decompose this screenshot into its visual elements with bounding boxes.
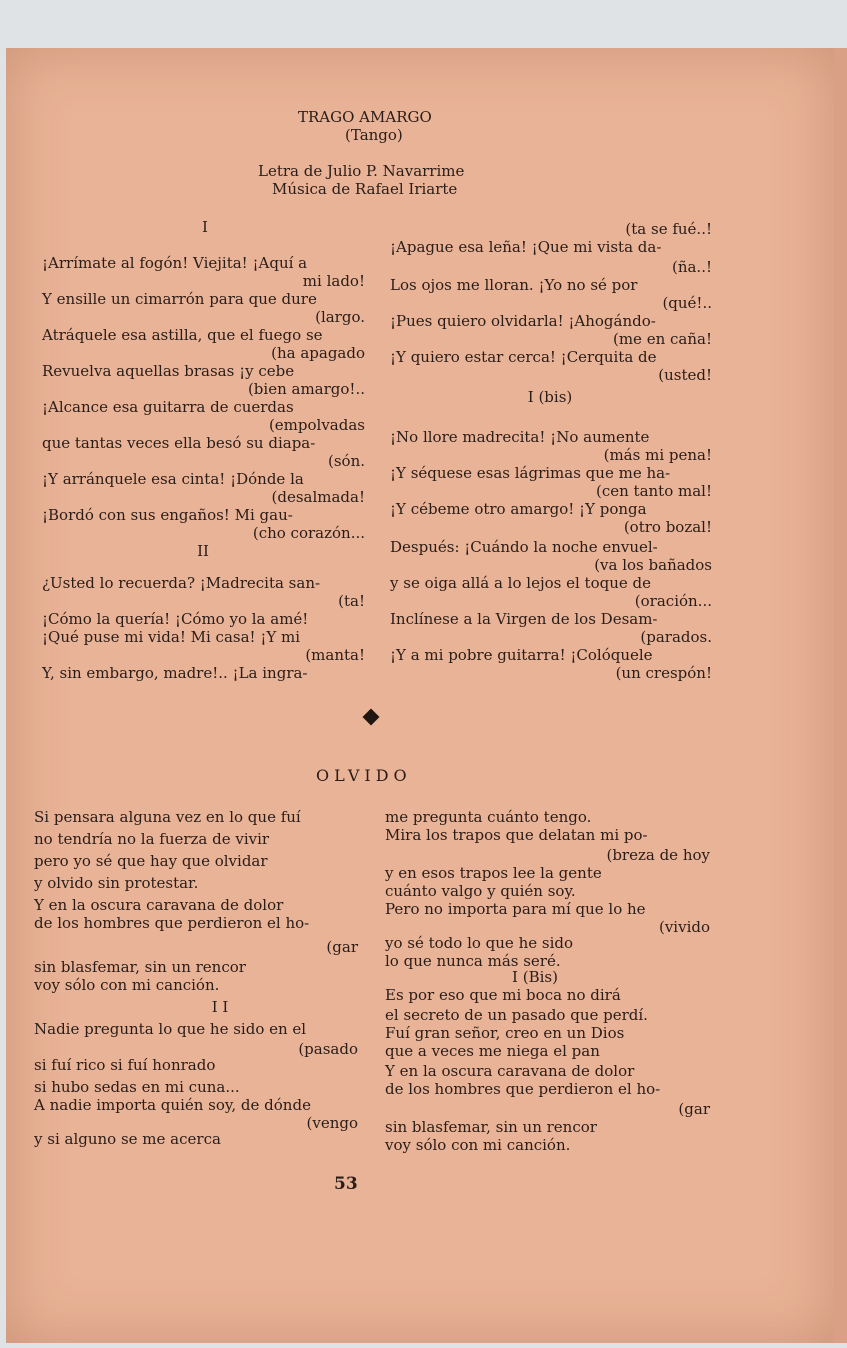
lyric-line: (desalmada! [271, 488, 365, 506]
lyric-line: (empolvadas [268, 416, 365, 434]
lyric-line: si fuí rico si fuí honrado [34, 1056, 216, 1074]
lyric-line: Y en la oscura caravana de dolor [34, 896, 284, 914]
lyric-line: (va los bañados [594, 556, 712, 574]
lyric-line: ¡No llore madrecita! ¡No aumente [390, 428, 650, 446]
lyric-line: (vengo [306, 1114, 358, 1132]
lyric-line: ¡Y a mi pobre guitarra! ¡Colóquele [390, 646, 653, 664]
lyric-line: (oración... [634, 592, 712, 610]
page-number: 53 [334, 1174, 358, 1194]
lyric-line: (són. [327, 452, 365, 470]
verse-heading: I (Bis) [512, 968, 558, 986]
lyric-line: pero yo sé que hay que olvidar [34, 852, 268, 870]
lyric-line: (me en caña! [612, 330, 712, 348]
lyric-line: Y en la oscura caravana de dolor [385, 1062, 635, 1080]
lyric-line: voy sólo con mi canción. [34, 976, 220, 994]
lyric-line: Después: ¡Cuándo la noche envuel- [390, 538, 658, 556]
lyric-line: mi lado! [302, 272, 365, 290]
lyric-line: Revuelva aquellas brasas ¡y cebe [42, 362, 295, 380]
lyric-line: lo que nunca más seré. [385, 952, 561, 970]
lyric-line: que tantas veces ella besó su diapa- [42, 434, 316, 452]
lyric-line: ¡Cómo la quería! ¡Cómo yo la amé! [42, 610, 309, 628]
lyric-line: ¡Y cébeme otro amargo! ¡Y ponga [390, 500, 647, 518]
song-subtitle: (Tango) [345, 126, 403, 144]
lyric-line: voy sólo con mi canción. [385, 1136, 571, 1154]
lyric-line: (ña..! [671, 258, 712, 276]
song-title-olvido: OLVIDO [316, 766, 412, 785]
verse-heading: I [202, 218, 208, 236]
verse-heading: II [197, 542, 209, 560]
lyric-line: y si alguno se me acerca [34, 1130, 221, 1148]
lyric-line: (ha apagado [271, 344, 365, 362]
lyric-line: sin blasfemar, sin un rencor [34, 958, 246, 976]
lyric-line: ¡Bordó con sus engaños! Mi gau- [42, 506, 293, 524]
lyric-line: ¡Apague esa leña! ¡Que mi vista da- [390, 238, 662, 256]
lyric-line: (usted! [658, 366, 712, 384]
lyric-line: y se oiga allá a lo lejos el toque de [390, 574, 651, 592]
lyric-line: Es por eso que mi boca no dirá [385, 986, 621, 1004]
lyric-line: y olvido sin protestar. [34, 874, 199, 892]
lyric-line: (cho corazón... [252, 524, 365, 542]
verse-heading: I (bis) [527, 388, 573, 406]
lyric-line: (manta! [305, 646, 365, 664]
lyric-line: (gar [326, 938, 358, 956]
lyric-line: que a veces me niega el pan [385, 1042, 600, 1060]
lyric-line: Si pensara alguna vez en lo que fuí [34, 808, 301, 826]
lyric-line: Y, sin embargo, madre!.. ¡La ingra- [42, 664, 308, 682]
lyric-line: ¡Alcance esa guitarra de cuerdas [42, 398, 294, 416]
lyric-line: (largo. [315, 308, 365, 326]
lyric-line: el secreto de un pasado que perdí. [385, 1006, 648, 1024]
lyric-line: ¡Pues quiero olvidarla! ¡Ahogándo- [390, 312, 656, 330]
lyric-line: de los hombres que perdieron el ho- [34, 914, 310, 932]
lyric-line: Mira los trapos que delatan mi po- [385, 826, 648, 844]
lyric-line: (ta! [338, 592, 365, 610]
lyric-line: (un crespón! [615, 664, 712, 682]
lyric-line: (vivido [658, 918, 710, 936]
lyric-line: (gar [678, 1100, 710, 1118]
lyric-line: ¡Y quiero estar cerca! ¡Cerquita de [390, 348, 657, 366]
music-credit: Música de Rafael Iriarte [272, 180, 458, 198]
lyric-line: Y ensille un cimarrón para que dure [42, 290, 317, 308]
lyric-line: sin blasfemar, sin un rencor [385, 1118, 597, 1136]
lyric-line: ¡Y séquese esas lágrimas que me ha- [390, 464, 671, 482]
lyric-line: (más mi pena! [603, 446, 712, 464]
lyric-line: A nadie importa quién soy, de dónde [34, 1096, 311, 1114]
lyric-line: si hubo sedas en mi cuna... [34, 1078, 240, 1096]
lyric-line: cuánto valgo y quién soy. [385, 882, 576, 900]
lyric-line: de los hombres que perdieron el ho- [385, 1080, 661, 1098]
lyric-line: ¡Qué puse mi vida! Mi casa! ¡Y mi [42, 628, 301, 646]
lyric-line: y en esos trapos lee la gente [385, 864, 602, 882]
lyric-line: yo sé todo lo que he sido [385, 934, 574, 952]
lyric-line: (parados. [640, 628, 712, 646]
lyric-line: Atráquele esa astilla, que el fuego se [42, 326, 323, 344]
lyric-line: me pregunta cuánto tengo. [385, 808, 592, 826]
lyric-line: Los ojos me lloran. ¡Yo no sé por [390, 276, 638, 294]
lyric-line: (bien amargo!.. [247, 380, 365, 398]
lyric-line: (pasado [298, 1040, 358, 1058]
lyric-line: Inclínese a la Virgen de los Desam- [390, 610, 658, 628]
lyric-line: no tendría no la fuerza de vivir [34, 830, 270, 848]
lyric-line: Pero no importa para mí que lo he [385, 900, 646, 918]
verse-heading: I I [211, 998, 229, 1016]
lyrics-credit: Letra de Julio P. Navarrime [258, 162, 465, 180]
lyric-line: ¡Arrímate al fogón! Viejita! ¡Aquí a [42, 254, 308, 272]
lyric-line: Nadie pregunta lo que he sido en el [34, 1020, 307, 1038]
song-title-trago-amargo: TRAGO AMARGO [298, 108, 432, 126]
lyric-line: (ta se fué..! [625, 220, 712, 238]
lyric-line: (breza de hoy [606, 846, 710, 864]
lyric-line: ¿Usted lo recuerda? ¡Madrecita san- [42, 574, 321, 592]
lyric-line: (qué!.. [662, 294, 712, 312]
lyric-line: (cen tanto mal! [595, 482, 712, 500]
lyric-line: (otro bozal! [623, 518, 712, 536]
page-edge [834, 48, 847, 1343]
lyric-line: ¡Y arránquele esa cinta! ¡Dónde la [42, 470, 304, 488]
lyric-line: Fuí gran señor, creo en un Dios [385, 1024, 625, 1042]
